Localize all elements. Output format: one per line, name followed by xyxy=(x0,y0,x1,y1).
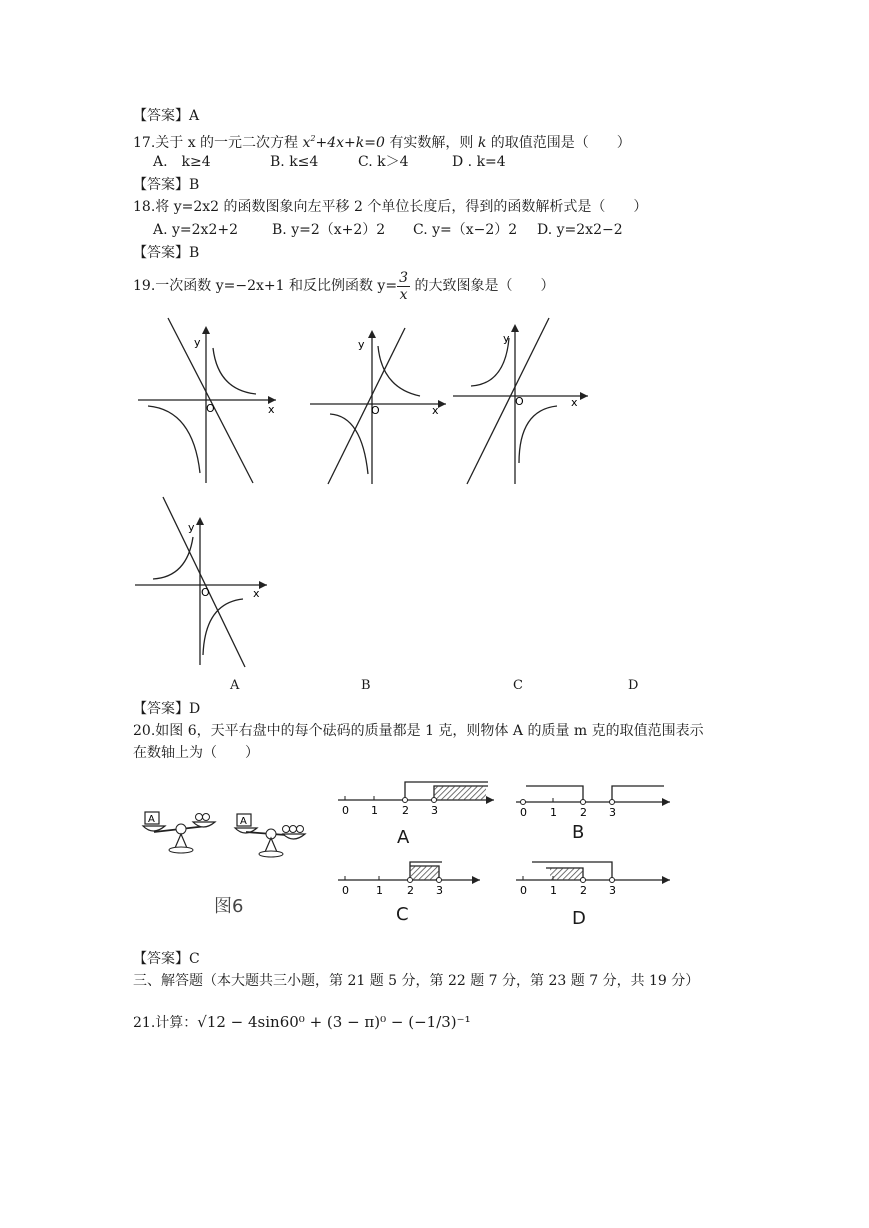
graph-b-x-label: x xyxy=(432,404,439,417)
graph-b-origin: O xyxy=(371,404,380,417)
nl-c-tick-0: 0 xyxy=(342,884,349,897)
answer-16: 【答案】A xyxy=(133,108,200,124)
q18-option-b: B. y=2（x+2）2 xyxy=(272,222,386,238)
nl-a-tick-1: 1 xyxy=(371,804,378,817)
nl-b-tick-1: 1 xyxy=(550,806,557,819)
nl-d-tick-0: 0 xyxy=(520,884,527,897)
q17-option-b: B. k≤4 xyxy=(270,154,319,170)
q19-prefix: 19.一次函数 y=−2x+1 和反比例函数 y= xyxy=(133,278,398,294)
q17-equation: $x^2+4x+k=0$ xyxy=(302,134,385,151)
question-21 xyxy=(133,1005,471,1040)
graph-c-origin: O xyxy=(515,395,524,408)
balance-figure-2 xyxy=(233,806,313,866)
nl-d-tick-3: 3 xyxy=(609,884,616,897)
graph-d-y-label: y xyxy=(188,521,195,534)
question-20-line2: 在数轴上为（ ） xyxy=(133,745,259,761)
q17-option-a: A. k≥4 xyxy=(153,154,211,170)
graph-d xyxy=(135,497,275,669)
numberline-a xyxy=(338,778,498,818)
graph-c-y-label: y xyxy=(503,332,510,345)
graph-a xyxy=(138,318,278,486)
nl-d-tick-2: 2 xyxy=(580,884,587,897)
numberline-label-a: A xyxy=(397,827,410,848)
numberline-label-d: D xyxy=(572,908,586,929)
graph-label-a: A xyxy=(230,678,240,693)
nl-b-tick-0: 0 xyxy=(520,806,527,819)
graph-d-origin: O xyxy=(201,586,210,599)
q19-frac-den: x xyxy=(399,286,408,303)
nl-c-tick-2: 2 xyxy=(407,884,414,897)
graph-a-y-label: y xyxy=(194,336,201,349)
nl-b-tick-3: 3 xyxy=(609,806,616,819)
nl-c-tick-1: 1 xyxy=(376,884,383,897)
graph-c xyxy=(453,318,593,486)
question-18: 18.将 y=2x2 的函数图象向左平移 2 个单位长度后，得到的函数解析式是（ ） xyxy=(133,199,648,215)
graph-label-b: B xyxy=(361,678,371,693)
q19-frac-num: 3 xyxy=(399,269,408,286)
graph-a-origin: O xyxy=(206,402,215,415)
graph-a-x-label: x xyxy=(268,403,275,416)
q17-option-c: C. k＞4 xyxy=(358,154,409,170)
q18-option-d: D. y=2x2−2 xyxy=(537,222,623,238)
nl-a-tick-0: 0 xyxy=(342,804,349,817)
graph-label-c: C xyxy=(513,678,523,693)
figure-6-caption: 图6 xyxy=(214,896,244,917)
balance1-object-label: A xyxy=(148,814,155,825)
nl-a-tick-2: 2 xyxy=(402,804,409,817)
section-3-heading: 三、解答题（本大题共三小题，第 21 题 5 分，第 22 题 7 分，第 23 题 7 分，共 19 分） xyxy=(133,973,700,989)
nl-c-tick-3: 3 xyxy=(436,884,443,897)
numberline-label-c: C xyxy=(396,904,409,925)
numberline-c xyxy=(338,858,498,898)
numberline-label-b: B xyxy=(572,822,585,843)
q17-mid: 有实数解，则 xyxy=(384,135,478,151)
q17-k: k xyxy=(477,135,487,151)
graph-b xyxy=(310,326,450,486)
answer-19: 【答案】D xyxy=(133,701,201,717)
q19-fraction xyxy=(397,270,410,303)
q17-option-d: D . k=4 xyxy=(452,154,506,170)
graph-d-x-label: x xyxy=(253,587,260,600)
question-17 xyxy=(133,130,631,152)
q17-prefix: 17.关于 x 的一元二次方程 xyxy=(133,135,303,151)
question-20-line1: 20.如图 6，天平右盘中的每个砝码的质量都是 1 克，则物体 A 的质量 m 克的取值范围表示 xyxy=(133,723,704,739)
nl-d-tick-1: 1 xyxy=(550,884,557,897)
answer-20: 【答案】C xyxy=(133,951,200,967)
q19-suffix: 的大致图象是（ ） xyxy=(410,278,555,294)
graph-b-y-label: y xyxy=(358,338,365,351)
q21-prefix: 21.计算： xyxy=(133,1015,198,1031)
numberline-d xyxy=(516,858,676,898)
balance-figure-1 xyxy=(143,806,223,866)
balance2-object-label: A xyxy=(240,816,247,827)
q17-suffix: 的取值范围是（ ） xyxy=(486,135,631,151)
question-19 xyxy=(133,266,554,306)
nl-b-tick-2: 2 xyxy=(580,806,587,819)
numberline-b xyxy=(516,780,676,820)
answer-17: 【答案】B xyxy=(133,177,200,193)
q18-option-a: A. y=2x2+2 xyxy=(153,222,238,238)
nl-a-tick-3: 3 xyxy=(431,804,438,817)
graph-label-d: D xyxy=(628,678,639,693)
answer-18: 【答案】B xyxy=(133,245,200,261)
graph-c-x-label: x xyxy=(571,396,578,409)
q21-expression: √12 − 4sin60⁰ + (3 − π)⁰ − (−1/3)⁻¹ xyxy=(197,1013,471,1031)
q18-option-c: C. y=（x−2）2 xyxy=(413,222,518,238)
